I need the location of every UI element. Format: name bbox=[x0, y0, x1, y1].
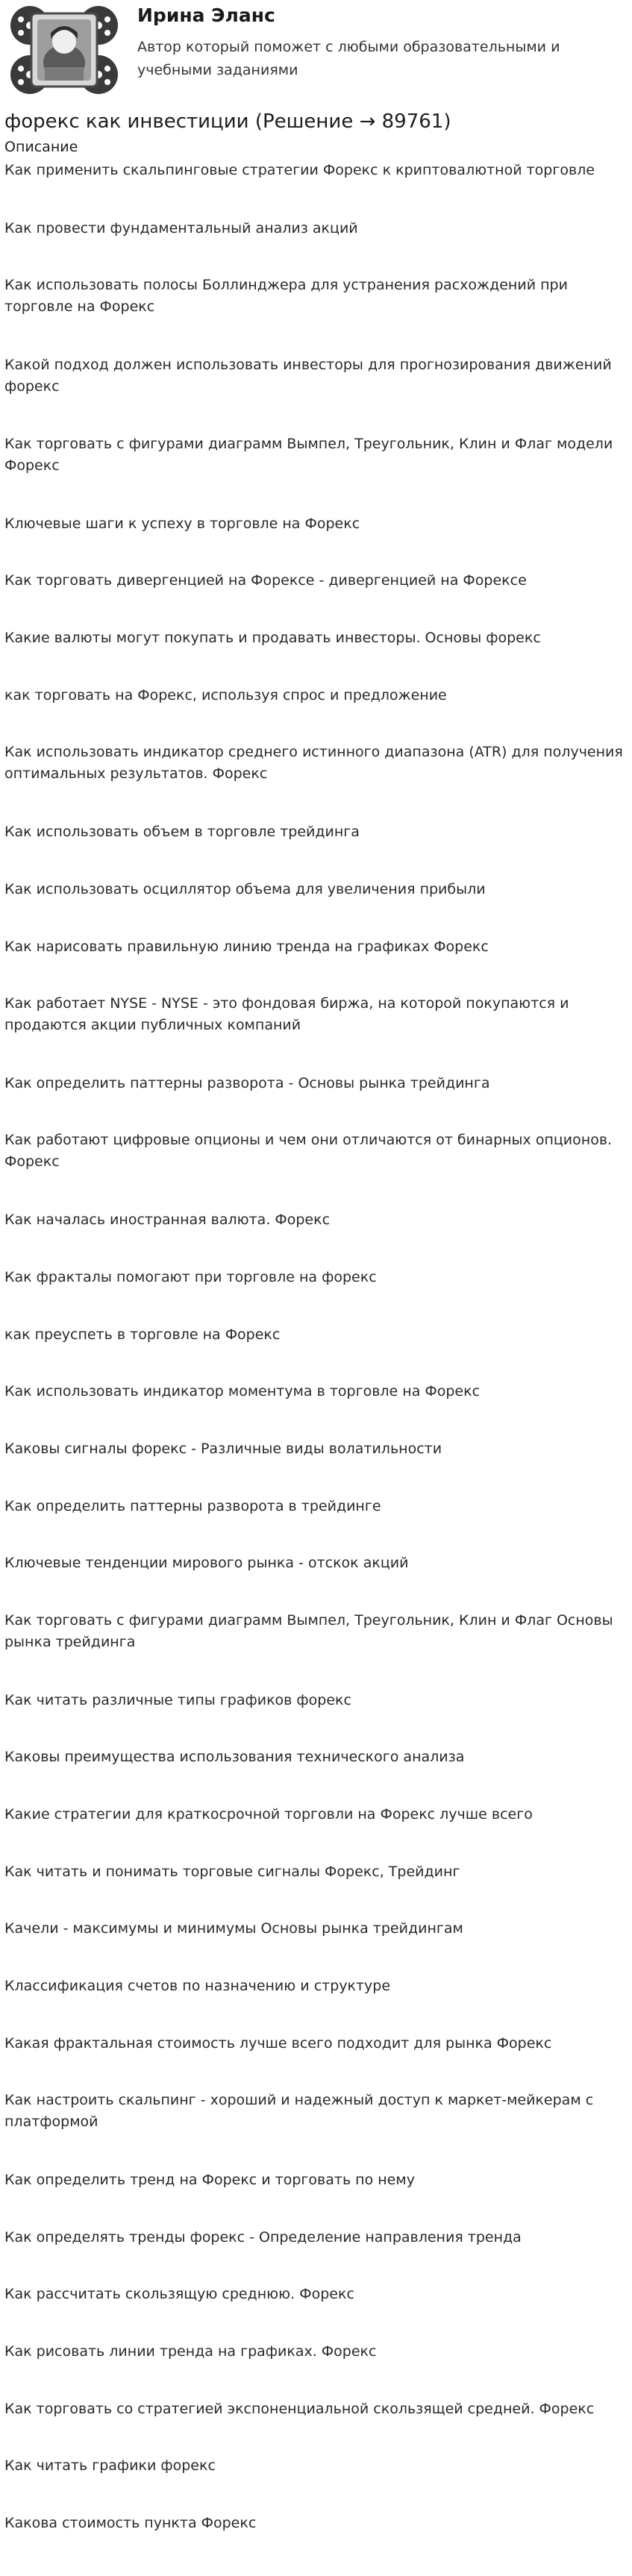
article-link[interactable]: Качели - максимумы и минимумы Основы рынка трейдингам bbox=[4, 1920, 463, 1937]
article-link[interactable]: Каковы сигналы форекс - Различные виды волатильности bbox=[4, 1441, 442, 1457]
article-link[interactable]: Какие стратегии для краткосрочной торговли на Форекс лучше всего bbox=[4, 1806, 533, 1823]
article-link[interactable]: Как определить тренд на Форекс и торговать по нему bbox=[4, 2172, 415, 2188]
article-link[interactable]: Ключевые тенденции мирового рынка - отскок акций bbox=[4, 1555, 409, 1571]
article-link[interactable]: Как рассчитать скользящую среднюю. Форекс bbox=[4, 2286, 354, 2302]
article-link[interactable]: Как провести фундаментальный анализ акций bbox=[4, 220, 358, 236]
article-link[interactable]: Как нарисовать правильную линию тренда на графиках Форекс bbox=[4, 938, 489, 955]
article-link[interactable]: Как применить скальпинговые стратегии Форекс к криптовалютной торговле bbox=[4, 162, 595, 178]
article-link[interactable]: Как рисовать линии тренда на графиках. Форекс bbox=[4, 2343, 377, 2360]
article-link[interactable]: Какова стоимость пункта Форекс bbox=[4, 2515, 257, 2531]
article-link[interactable]: Как использовать полосы Боллинджера для устранения расхождений при торговле на Форекс bbox=[4, 277, 568, 315]
article-link[interactable]: Как читать графики форекс bbox=[4, 2457, 216, 2474]
article-link[interactable]: Как определять тренды форекс - Определение направления тренда bbox=[4, 2229, 522, 2246]
article-link[interactable]: Как определить паттерны разворота - Основы рынка трейдинга bbox=[4, 1075, 490, 1091]
article-link[interactable]: Как определить паттерны разворота в трейдинге bbox=[4, 1498, 381, 1514]
article-link[interactable]: Как торговать с фигурами диаграмм Вымпел, Треугольник, Клин и Флаг модели Форекс bbox=[4, 436, 613, 474]
article-link[interactable]: как преуспеть в торговле на Форекс bbox=[4, 1326, 281, 1343]
article-link[interactable]: Как работают цифровые опционы и чем они отличаются от бинарных опционов. Форекс bbox=[4, 1132, 613, 1170]
article-link[interactable]: Ключевые шаги к успеху в торговле на Форекс bbox=[4, 515, 360, 532]
article-link[interactable]: Как читать и понимать торговые сигналы Форекс, Трейдинг bbox=[4, 1864, 460, 1880]
article-link[interactable]: Как использовать индикатор среднего истинного диапазона (ATR) для получения оптимальных результатов. Форекс bbox=[4, 744, 623, 782]
article-link[interactable]: Как настроить скальпинг - хороший и надежный доступ к маркет-мейкерам с платформой bbox=[4, 2092, 594, 2130]
author-name[interactable]: Ирина Эланс bbox=[137, 4, 275, 26]
article-link[interactable]: Как фракталы помогают при торговле на форекс bbox=[4, 1269, 377, 1285]
article-link[interactable]: Как началась иностранная валюта. Форекс bbox=[4, 1212, 331, 1228]
article-link[interactable]: Классификация счетов по назначению и структуре bbox=[4, 1978, 391, 1994]
author-description: Автор который поможет с любыми образовательными и учебными заданиями bbox=[137, 39, 560, 78]
article-link[interactable]: Как использовать объем в торговле трейдинга bbox=[4, 824, 360, 840]
article-link[interactable]: Какая фрактальная стоимость лучше всего подходит для рынка Форекс bbox=[4, 2035, 552, 2052]
article-link[interactable]: Какие валюты могут покупать и продавать инвесторы. Основы форекс bbox=[4, 630, 541, 646]
description-label: Описание bbox=[4, 139, 78, 155]
page-title: форекс как инвестиции (Решение → 89761) bbox=[4, 110, 451, 133]
article-link[interactable]: Как использовать индикатор моментума в торговле на Форекс bbox=[4, 1383, 481, 1400]
article-link[interactable]: Как читать различные типы графиков форекс bbox=[4, 1692, 351, 1708]
article-link[interactable]: как торговать на Форекс, используя спрос и предложение bbox=[4, 687, 447, 703]
article-link[interactable]: Как работает NYSE - NYSE - это фондовая биржа, на которой покупаются и продаются акции публичных компаний bbox=[4, 995, 569, 1033]
article-link[interactable]: Каковы преимущества использования технического анализа bbox=[4, 1749, 465, 1765]
article-link[interactable]: Как торговать дивергенцией на Форексе - дивергенцией на Форексе bbox=[4, 572, 527, 589]
article-link[interactable]: Как использовать осциллятор объема для увеличения прибыли bbox=[4, 881, 486, 897]
article-link[interactable]: Какой подход должен использовать инвесторы для прогнозирования движений форекс bbox=[4, 357, 612, 395]
article-link[interactable]: Как торговать со стратегией экспоненциальной скользящей средней. Форекс bbox=[4, 2401, 595, 2417]
article-link[interactable]: Как торговать с фигурами диаграмм Вымпел, Треугольник, Клин и Флаг Основы рынка трейдинга bbox=[4, 1612, 613, 1650]
